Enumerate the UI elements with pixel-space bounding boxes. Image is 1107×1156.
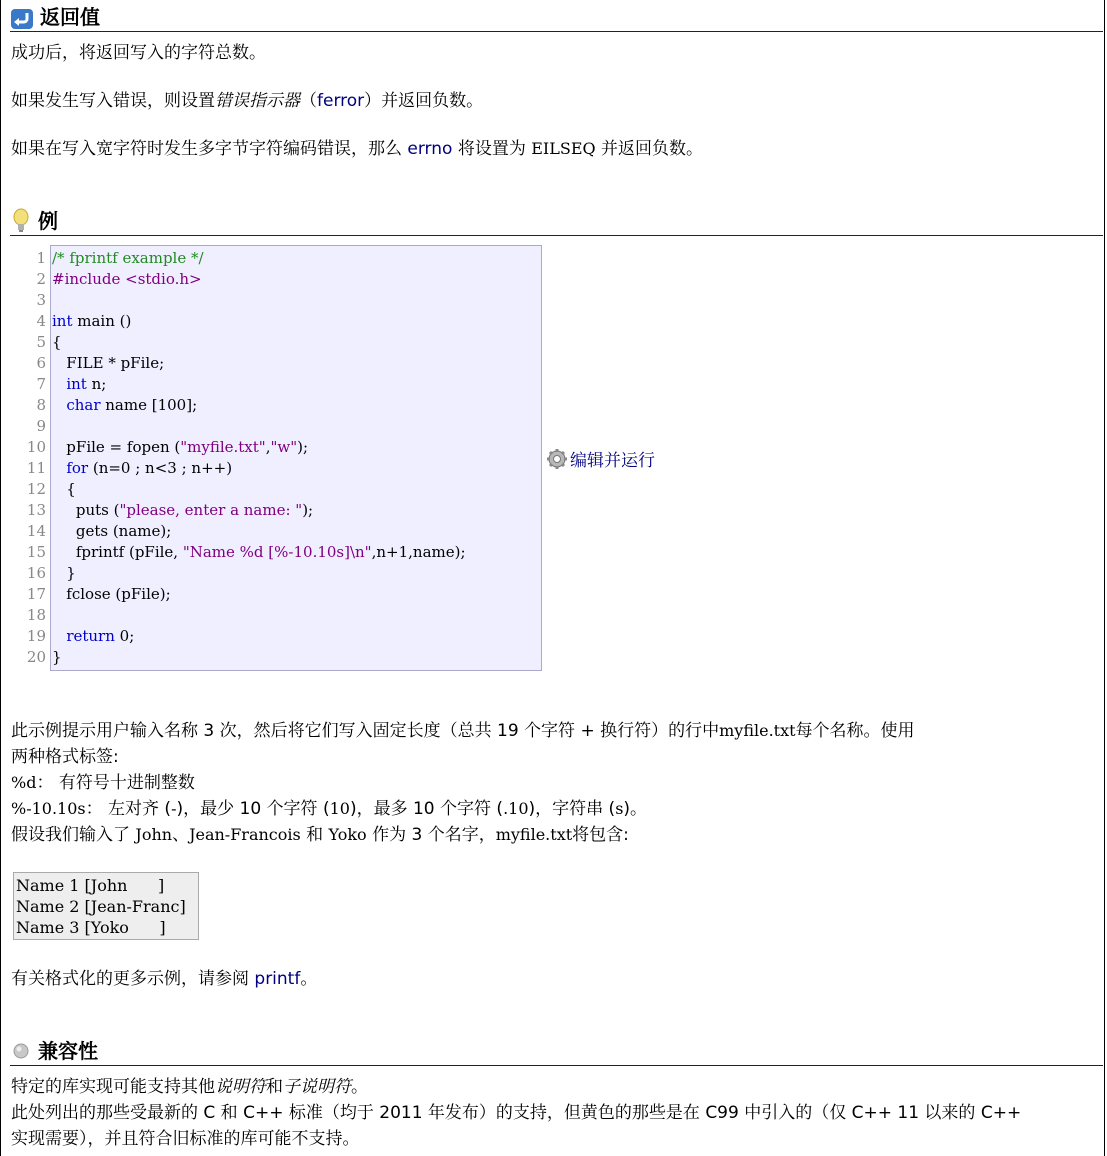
line-number: 15: [26, 543, 46, 561]
return-p3-text: 如果在写入宽字符时发生多字节字符编码错误，那么: [11, 139, 402, 159]
compat-title: 兼容性: [38, 1039, 98, 1063]
edit-and-run-button[interactable]: [546, 446, 655, 471]
line-number: 17: [26, 585, 46, 603]
name-yoko: Yoko: [328, 825, 367, 844]
more-post: 。: [300, 969, 318, 989]
code-line-19: return 0;: [66, 627, 135, 645]
code-line-15: fprintf (pFile, "Name %d [%-10.10s]\n",n+1,name);: [52, 543, 466, 561]
return-p2-text: 如果发生写入错误，则设置: [11, 91, 215, 111]
line-number: 14: [26, 522, 46, 540]
output-line: Name 2 [Jean-Franc]: [16, 897, 186, 916]
return-arrow-icon: [10, 8, 34, 30]
code-line-7: int n;: [66, 375, 107, 393]
example-desc-2: 两种格式标签:: [11, 747, 119, 767]
code-line-17: fclose (pFile);: [52, 585, 171, 603]
compat-p1-pre: 特定的库实现可能支持其他: [11, 1077, 215, 1097]
output-line: Name 1 [John ]: [16, 876, 165, 895]
tag-s-c2: 10: [329, 799, 350, 818]
assume-sep: 、: [172, 825, 190, 845]
more-pre: 有关格式化的更多示例，请参阅: [11, 969, 249, 989]
line-number: 9: [36, 417, 46, 435]
compat-p1-post: 。: [351, 1077, 368, 1097]
assume-and: 和: [306, 825, 324, 845]
line-number: 20: [26, 648, 46, 666]
specifiers-term: 说明符: [215, 1077, 266, 1097]
line-number: 19: [26, 627, 46, 645]
line-number: 1: [36, 249, 46, 267]
tag-d-code: %d: [11, 773, 37, 792]
line-number: 13: [26, 501, 46, 519]
tag-s-text-b: )，最少 10 个字符 (: [176, 799, 330, 819]
assume-file-code: myfile.txt: [495, 825, 573, 844]
name-john: John: [135, 825, 173, 844]
myfile-code: myfile.txt: [719, 721, 796, 740]
tag-s-c4: s: [615, 799, 624, 818]
line-number: 7: [36, 375, 46, 393]
errno-link[interactable]: errno: [407, 139, 453, 159]
line-number: 11: [26, 459, 46, 477]
name-jean: Jean-Francois: [189, 825, 301, 844]
compat-p1: [11, 1074, 368, 1100]
line-number: 3: [36, 291, 46, 309]
line-number: 5: [36, 333, 46, 351]
desc1-post: 每个名称。使用: [795, 721, 915, 741]
return-heading: [10, 0, 1103, 32]
ferror-link[interactable]: ferror: [317, 91, 365, 111]
line-number: 6: [36, 354, 46, 372]
line-number: 10: [26, 438, 46, 456]
return-p2: [11, 88, 483, 114]
line-number: 12: [26, 480, 46, 498]
code-line-14: gets (name);: [52, 522, 172, 540]
code-line-1: /* fprintf example */: [52, 249, 204, 267]
format-tag-s: [11, 796, 647, 822]
return-p2-post: 并返回负数。: [381, 91, 484, 111]
lightbulb-icon: [10, 208, 32, 234]
paren-close: ）: [364, 91, 382, 111]
code-line-6: FILE * pFile;: [52, 354, 165, 372]
line-number: 2: [36, 270, 46, 288]
return-p1: 成功后，将返回写入的字符总数。: [11, 43, 266, 63]
tag-s-text-e: )。: [623, 799, 648, 819]
tag-d-text: ： 有符号十进制整数: [36, 773, 195, 793]
tag-s-c1: -: [171, 799, 177, 818]
code-line-8: char name [100];: [66, 396, 198, 414]
code-line-4: int main (): [52, 312, 132, 330]
compat-p2-line1: 此处列出的那些受最新的 C 和 C++ 标准（均于 2011 年发布）的支持，但黄色的那些是在 C99 中引入的（仅 C++ 11 以来的 C++: [11, 1103, 1022, 1123]
return-p3: [11, 136, 703, 162]
printf-link[interactable]: printf: [254, 969, 301, 989]
paren-open: （: [300, 91, 317, 111]
compat-heading: [10, 1034, 1103, 1066]
line-number: 8: [36, 396, 46, 414]
more-examples: [11, 966, 317, 992]
tag-s-text-c: )，最多 10 个字符 (: [349, 799, 504, 819]
compat-p1-and: 和: [266, 1077, 283, 1097]
format-tag-d: [11, 770, 195, 796]
return-title: 返回值: [40, 5, 100, 29]
code-line-13: puts ("please, enter a name: ");: [52, 501, 314, 519]
return-p3-mid: 将设置为: [457, 139, 526, 159]
code-line-20: }: [52, 648, 62, 666]
line-number: 18: [26, 606, 46, 624]
gray-bullet-icon: [10, 1040, 32, 1064]
assume-pre: 假设我们输入了: [11, 825, 130, 845]
line-numbers: [18, 248, 46, 668]
edit-and-run-label: 编辑并运行: [570, 451, 655, 471]
code-text: [52, 248, 466, 668]
code-line-5: {: [52, 333, 62, 351]
code-line-2: #include <stdio.h>: [52, 270, 202, 288]
tag-s-code: %-10.10s: [11, 799, 86, 818]
code-line-16: }: [52, 564, 76, 582]
code-line-11: for (n=0 ; n<3 ; n++): [66, 459, 233, 477]
tag-s-c3: .10: [503, 799, 529, 818]
example-desc-1: [11, 718, 915, 744]
assume-mid: 作为 3 个名字，: [372, 825, 496, 845]
return-p3-post: 并返回负数。: [601, 139, 704, 159]
desc1-text: 此示例提示用户输入名称 3 次，然后将它们写入固定长度（总共 19 个字符 + 换行符）的行中: [11, 721, 720, 741]
output-line: Name 3 [Yoko ]: [16, 918, 166, 937]
sub-specifiers-term: 子说明符: [283, 1077, 351, 1097]
error-indicator-term: 错误指示器: [215, 91, 300, 111]
line-number: 4: [36, 312, 46, 330]
gear-icon: [546, 448, 568, 470]
example-title: 例: [38, 209, 58, 233]
eilseq-code: EILSEQ: [531, 139, 596, 158]
example-heading: [10, 204, 1103, 236]
assume-post: 将包含:: [572, 825, 629, 845]
tag-s-text-a: ： 左对齐 (: [85, 799, 172, 819]
code-line-10: pFile = fopen ("myfile.txt","w");: [52, 438, 309, 456]
compat-p2-line2: 实现需要），并且符合旧标准的库可能不支持。: [11, 1129, 360, 1149]
tag-s-text-d: )，字符串 (: [528, 799, 616, 819]
assume-text: [11, 822, 629, 848]
code-line-12: {: [52, 480, 76, 498]
line-number: 16: [26, 564, 46, 582]
output-text: [16, 875, 186, 938]
